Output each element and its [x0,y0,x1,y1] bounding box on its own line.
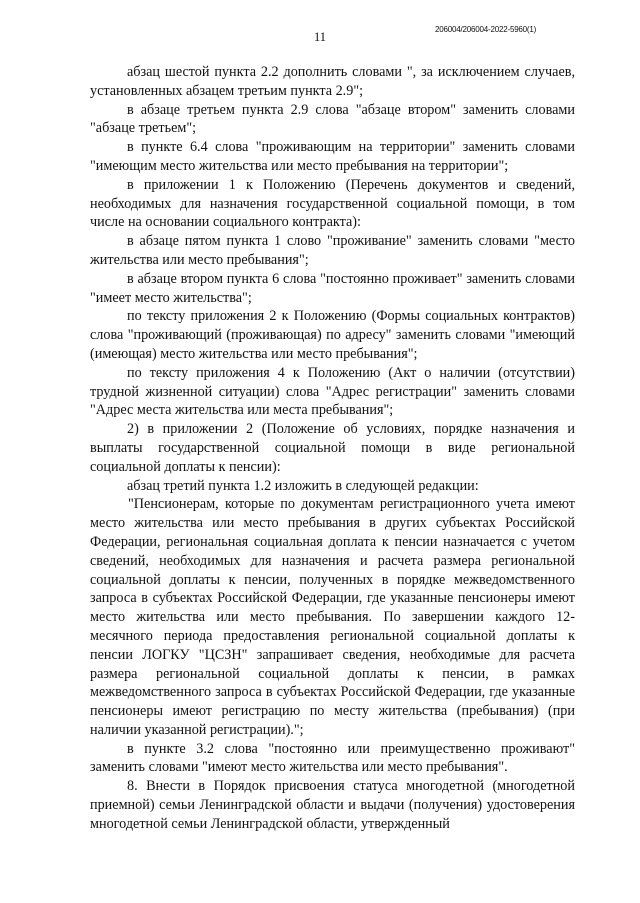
document-id: 206004/206004-2022-5960(1) [435,25,537,34]
document-body [90,63,575,834]
paragraph: абзац шестой пункта 2.2 дополнить словами ", за исключением случаев, установленных абзацем третьим пункта 2.9"; [90,64,575,99]
paragraph: в приложении 1 к Положению (Перечень документов и сведений, необходимых для назначения государственной социальной помощи, в том числе на основании социального контракта): [90,176,575,231]
paragraph: в пункте 3.2 слова "постоянно или преимущественно проживают" заменить словами "имеют место жительства или место пребывания". [90,740,575,776]
paragraph: в пункте 6.4 слова "проживающим на территории" заменить словами "имеющим место жительства или место пребывания на территории"; [90,139,575,174]
quoted-paragraph: "Пенсионерам, которые по документам регистрационного учета имеют место жительства или место пребывания в других субъектах Российской Федерации, региональная социальная доплата к пенсии назначается с учетом сведений, необходимых для назначения и расчета размера региональной социальной доплаты к пенсии, полученных в порядке межведомственного запроса в субъектах Российской Федерации, где указанные пенсионеры имеют место жительства или место пребывания. По завершении каждого 12-месячного периода предоставления региональной социальной доплаты к пенсии ЛОГКУ "ЦСЗН" запрашивает сведения, необходимые для расчета размера региональной социальной доплаты к пенсии, в рамках межведомственного запроса в субъектах Российской Федерации, где указанные пенсионеры имеют регистрацию по месту жительства (пребывания) (при наличии указанной регистрации)."; [90,496,575,738]
paragraph: по тексту приложения 2 к Положению (Формы социальных контрактов) слова "проживающий (проживающая) по адресу" заменить словами "имеющий (имеющая) место жительства или место пребывания"; [90,308,575,362]
paragraph: абзац третий пункта 1.2 изложить в следующей редакции: [127,477,479,494]
paragraph: в абзаце втором пункта 6 слова "постоянно проживает" заменить словами "имеет место жительства"; [90,270,575,306]
paragraph: в абзаце третьем пункта 2.9 слова "абзаце втором" заменить словами "абзаце третьем"; [90,101,575,137]
page-number: 11 [313,30,327,44]
paragraph: 2) в приложении 2 (Положение об условиях, порядке назначения и выплаты государственной социальной помощи в виде региональной социальной доплаты к пенсии): [90,421,575,475]
paragraph: 8. Внести в Порядок присвоения статуса многодетной (многодетной приемной) семьи Ленинградской области и выдачи (получения) удостоверения многодетной семьи Ленинградской области, утвержденный [90,778,575,832]
paragraph: в абзаце пятом пункта 1 слово "проживание" заменить словами "место жительства или место пребывания"; [90,233,575,268]
paragraph: по тексту приложения 4 к Положению (Акт о наличии (отсутствии) трудной жизненной ситуации) слова "Адрес регистрации" заменить словами "Адрес места жительства или места пребывания"; [90,364,575,419]
